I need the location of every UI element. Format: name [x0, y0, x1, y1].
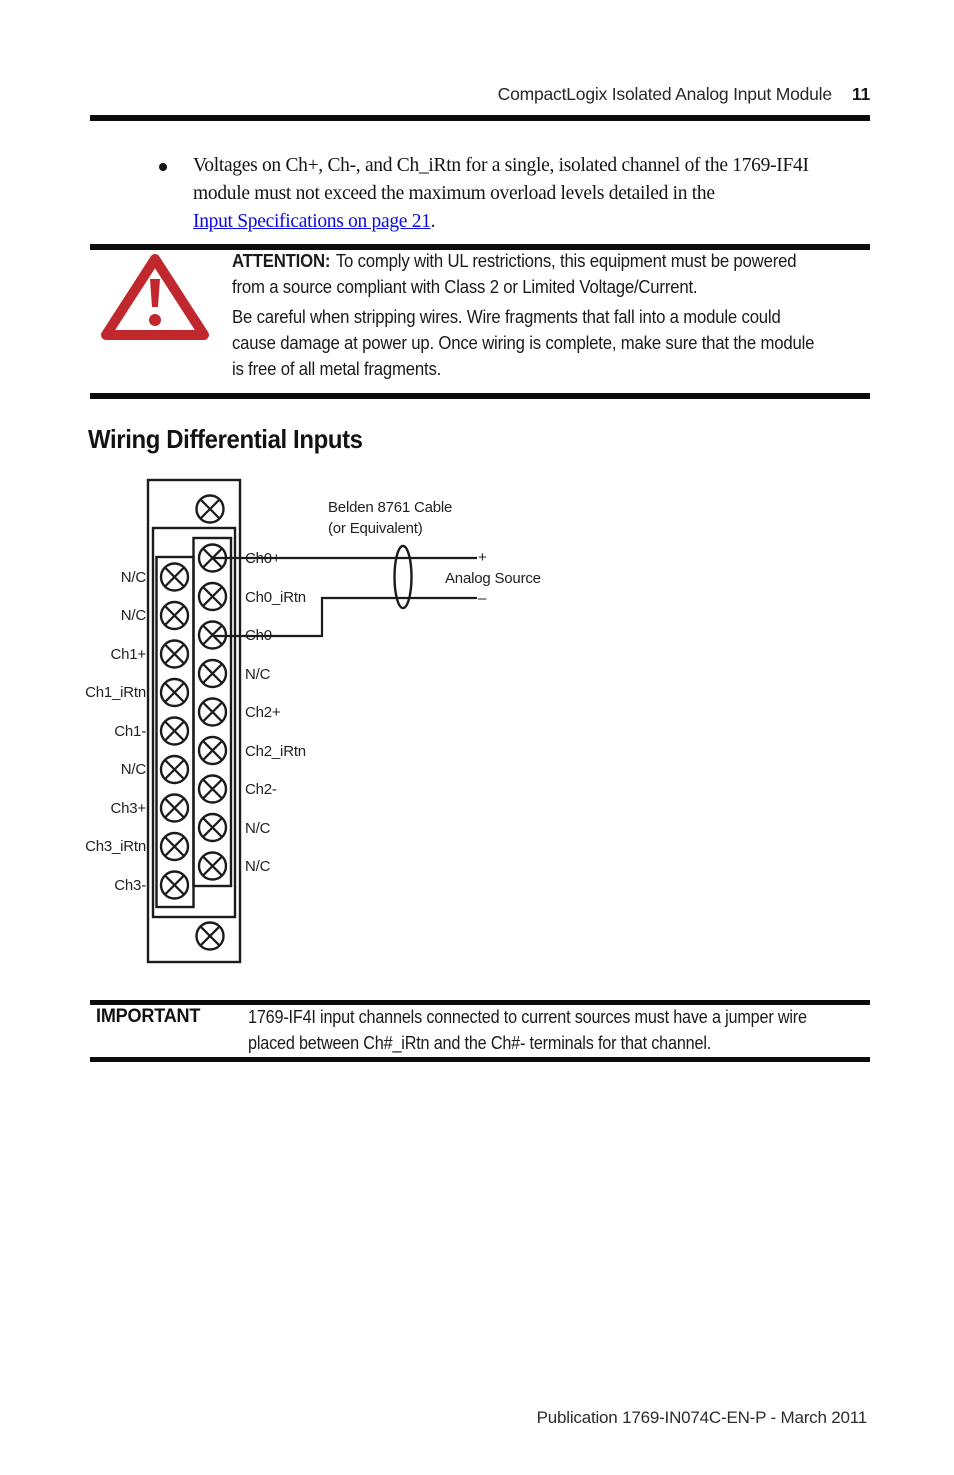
terminal-screw-icon: [161, 795, 188, 822]
terminal-label: Ch1+: [110, 646, 146, 663]
attention-para1-line1: [232, 248, 814, 274]
section-heading: Wiring Differential Inputs: [88, 424, 363, 454]
bullet-item: [193, 152, 809, 236]
page-header: [498, 84, 870, 105]
bullet-line-3-suffix: .: [430, 211, 436, 232]
terminal-screw-icon: [199, 699, 226, 726]
terminal-screw-icon: [199, 853, 226, 880]
module-outline: [148, 480, 240, 962]
footer-publication-text: Publication 1769-IN074C-EN-P - March 2011: [536, 1408, 867, 1427]
warning-triangle-icon: [100, 252, 210, 342]
terminal-screw-icon: [161, 564, 188, 591]
terminal-label: N/C: [120, 569, 146, 586]
terminal-screw-icon: [199, 814, 226, 841]
header-title: CompactLogix Isolated Analog Input Module: [497, 84, 832, 104]
header-rule: [90, 115, 870, 121]
terminal-label: Ch2_iRtn: [245, 743, 306, 760]
terminal-screw-icon: [161, 872, 188, 899]
terminal-column-left: [157, 557, 194, 907]
important-line-1: 1769-IF4I input channels connected to current sources must have a jumper wire: [248, 1007, 807, 1027]
terminal-screw-icon: [161, 641, 188, 668]
bullet-line-3: [193, 208, 809, 236]
terminal-screw-icon: [199, 622, 226, 649]
important-line-2: placed between Ch#_iRtn and the Ch#- terminals for that channel.: [248, 1033, 712, 1053]
terminal-label: N/C: [120, 607, 146, 624]
terminal-screw-icon: [161, 718, 188, 745]
terminal-screw-icon: [161, 833, 188, 860]
important-label: IMPORTANT: [96, 1006, 201, 1027]
attention-para2-line3: is free of all metal fragments.: [232, 359, 442, 379]
terminal-screw-icon: [161, 756, 188, 783]
bullet-line-1: Voltages on Ch+, Ch-, and Ch_iRtn for a single, isolated channel of the 1769-IF4I: [193, 155, 809, 176]
terminal-block-outline: [153, 528, 235, 917]
terminal-label: N/C: [245, 666, 271, 683]
terminal-label: N/C: [120, 761, 146, 778]
terminal-label: Ch0_iRtn: [245, 589, 306, 606]
attention-para2-line1: Be careful when stripping wires. Wire fragments that fall into a module could: [232, 307, 781, 327]
source-label: Analog Source: [445, 570, 541, 587]
wiring-diagram: [0, 470, 954, 970]
attention-para2-line2: cause damage at power up. Once wiring is complete, make sure that the module: [232, 333, 815, 353]
terminal-screw-icon: [199, 776, 226, 803]
header-page-number: 11: [851, 84, 870, 104]
attention-para1-line2: from a source compliant with Class 2 or Limited Voltage/Current.: [232, 277, 698, 297]
terminal-label: Ch2-: [245, 781, 277, 798]
terminal-screw-icon: [199, 737, 226, 764]
terminal-label: Ch3_iRtn: [85, 838, 146, 855]
terminal-screw-icon: [199, 660, 226, 687]
terminal-label: Ch3-: [114, 877, 146, 894]
mounting-screw-icon: [197, 923, 224, 950]
terminal-label: Ch3+: [110, 800, 146, 817]
cable-shield-icon: [395, 546, 412, 608]
important-rule-bottom: [90, 1057, 870, 1062]
terminal-label: Ch1_iRtn: [85, 684, 146, 701]
terminal-label: Ch0-: [245, 627, 277, 644]
bullet-marker-icon: [159, 163, 167, 171]
wire-ch0-minus: [214, 598, 477, 636]
terminal-screw-icon: [161, 679, 188, 706]
important-text: [248, 1004, 807, 1056]
terminal-column-right: [194, 538, 232, 886]
terminal-screw-icon: [161, 602, 188, 629]
terminal-label: Ch2+: [245, 704, 281, 721]
cable-label-line2: (or Equivalent): [328, 520, 423, 537]
cable-label-line1: Belden 8761 Cable: [328, 499, 453, 516]
terminal-label: Ch1-: [114, 723, 146, 740]
input-specifications-link[interactable]: Input Specifications on page 21: [193, 211, 431, 232]
attention-rule-bottom: [90, 393, 870, 399]
terminal-screw-icon: [199, 545, 226, 572]
source-plus-label: +: [478, 549, 487, 566]
attention-label: ATTENTION:: [232, 251, 331, 271]
terminal-label: N/C: [245, 820, 271, 837]
attention-para1-line1-text: To comply with UL restrictions, this equipment must be powered: [335, 251, 797, 271]
mounting-screw-icon: [197, 496, 224, 523]
bullet-line-2: module must not exceed the maximum overload levels detailed in the: [193, 183, 715, 204]
terminal-screw-icon: [199, 583, 226, 610]
attention-box: [232, 248, 814, 382]
terminal-label: N/C: [245, 858, 271, 875]
terminal-label: Ch0+: [245, 550, 281, 567]
source-minus-label: –: [478, 590, 487, 607]
